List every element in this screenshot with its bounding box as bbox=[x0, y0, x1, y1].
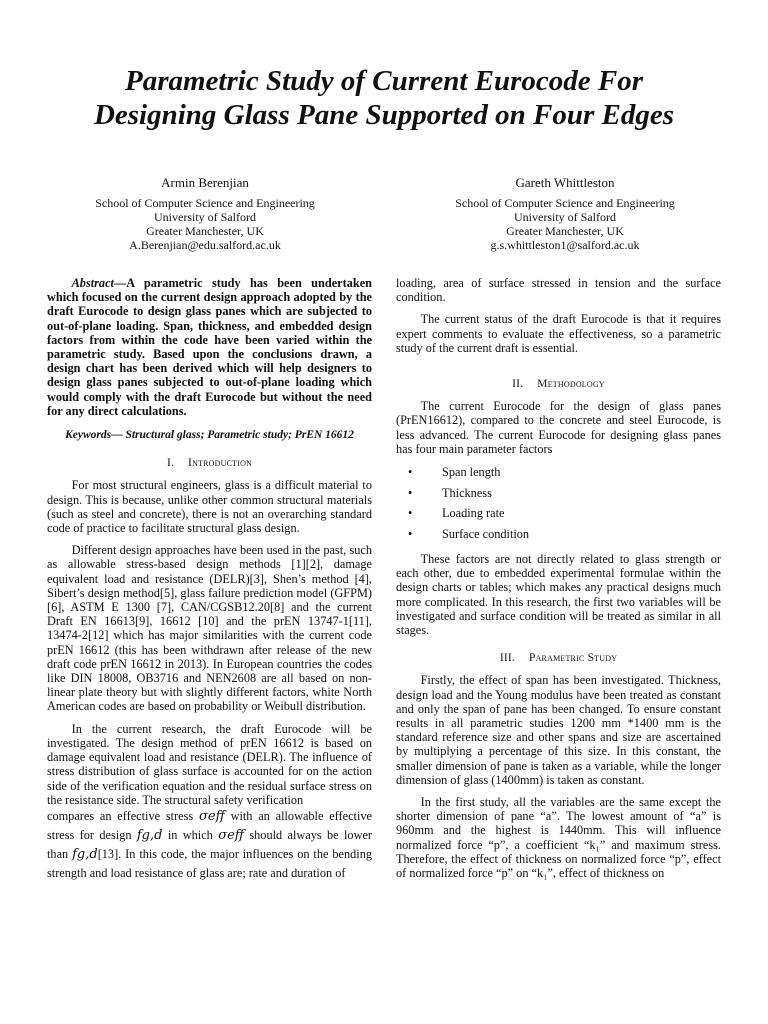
author-university: University of Salford bbox=[154, 210, 256, 224]
paragraph: These factors are not directly related to glass strength or each other, due to embedded experimental formulae within the design charts or tables; which makes any practical designs much more complicated. In this research, the first two variables will be investigated and surface condition will be treated as similar in all stages. bbox=[396, 552, 721, 638]
author-block-1 bbox=[40, 176, 370, 252]
author-location: Greater Manchester, UK bbox=[146, 224, 264, 238]
abstract-text: —A parametric study has been undertaken which focused on the current design approach adopted by the draft Eurocode to design glass panes which are subjected to out-of-plane loading. Span, thickness, and embedded design factors from within the code have been varied within the parametric study. Based upon the conclusions drawn, a design chart has been derived which will help designers to design glass panes subjected to out-of-plane loading which would comply with the draft Eurocode but without the need for any direct calculations. bbox=[47, 276, 372, 418]
author-name: Gareth Whittleston bbox=[515, 175, 615, 190]
paragraph: Firstly, the effect of span has been investigated. Thickness, design load and the Young modulus have been treated as constant and only the span of pane has been changed. To ensure constant results in all parametric studies 1200 mm *1400 mm is the standard reference size and other spans and size are ascertained by multiplying a percentage of this size. In this constant, the smaller dimension of pane is taken as a variable, while the longer dimension of glass (1400mm) is taken as constant. bbox=[396, 673, 721, 787]
text-run: [13]. In this code, the major influences on the bending strength and load resistance of glass are; rate and duration of bbox=[47, 846, 372, 880]
list-item bbox=[396, 483, 721, 504]
paragraph-with-symbols bbox=[47, 807, 372, 883]
list-item-label: Span length bbox=[442, 465, 501, 480]
list-item bbox=[396, 462, 721, 483]
author-affiliation: School of Computer Science and Engineering bbox=[455, 196, 675, 210]
paragraph: In the first study, all the variables are the same except the shorter dimension of pane “a”. The lowest amount of “a” is 960mm and the highest is 1440mm. This will influence normalized force “p”, a coefficient “k₁” and maximum stress. Therefore, the effect of thickness on normalized force “p”, effect of normalized force “p” on “k₁”, effect of thickness on bbox=[396, 795, 721, 881]
right-column bbox=[396, 276, 721, 888]
list-item bbox=[396, 503, 721, 524]
symbol-fgd: fg,d bbox=[136, 827, 163, 843]
list-item-label: Thickness bbox=[442, 485, 492, 500]
list-item bbox=[396, 524, 721, 545]
list-item-label: Loading rate bbox=[442, 506, 505, 521]
keywords: Keywords— Structural glass; Parametric study; PrEN 16612 bbox=[65, 429, 354, 442]
symbol-sigma-eff: σeff bbox=[218, 827, 244, 843]
text-run: compares an effective stress bbox=[47, 808, 194, 823]
title-line-2: Designing Glass Pane Supported on Four Edges bbox=[93, 99, 675, 131]
paragraph: For most structural engineers, glass is a difficult material to design. This is because, unlike other common structural materials (such as steel and concrete), there is not an overarching standard code of practice to facilitate structural glass design. bbox=[47, 478, 372, 536]
title-line-1: Parametric Study of Current Eurocode For bbox=[124, 65, 644, 97]
section-number: II. bbox=[512, 378, 524, 391]
section-title: Introduction bbox=[188, 457, 253, 470]
paragraph: Different design approaches have been used in the past, such as allowable stress-based design methods [1][2], damage equivalent load and resistance (DELR)[3], Shen’s method [4], Sibert’s design method[5], glass failure prediction model (GFPM)[6], ASTM E 1300 [7], CAN/CGSB12.20[8] and the current Draft EN 16613[9], 16612 [10] and the prEN 13747-1[11], 13474-2[12] which has major similarities with the current code prEN 16612 (this has been withdrawn after release of the new draft code prEN 16612 in 2013). In European countries the codes like DIN 18008, OB3716 and NEN2608 are all based on non-linear plate theory but with slightly different factors, white North American codes are based on probability or Weibull distribution. bbox=[47, 543, 372, 714]
text-run: should always be lower than bbox=[47, 827, 373, 861]
section-heading-introduction bbox=[47, 456, 372, 470]
paper-title bbox=[40, 64, 728, 132]
section-heading-parametric-study bbox=[396, 651, 721, 665]
list-item-label: Surface condition bbox=[442, 526, 530, 541]
section-number: I. bbox=[166, 457, 175, 470]
author-name: Armin Berenjian bbox=[161, 175, 249, 190]
paragraph: loading, area of surface stressed in tension and the surface condition. bbox=[396, 276, 721, 305]
factor-list bbox=[396, 462, 721, 544]
author-location: Greater Manchester, UK bbox=[506, 224, 624, 238]
bullet: • bbox=[408, 506, 413, 521]
paragraph: The current Eurocode for the design of glass panes (PrEN16612), compared to the concrete and steel Eurocode, is less advanced. The current Eurocode for designing glass panes has four main parameter factors bbox=[396, 399, 721, 456]
bullet: • bbox=[408, 465, 413, 480]
author-affiliation: School of Computer Science and Engineering bbox=[95, 196, 315, 210]
bullet: • bbox=[408, 485, 413, 500]
symbol-sigma-eff: σeff bbox=[199, 808, 225, 824]
text-run: in which bbox=[167, 827, 213, 842]
symbol-fgd: fg,d bbox=[72, 846, 98, 862]
text-run: with an allowable effective stress for design bbox=[47, 808, 372, 842]
left-column bbox=[47, 276, 372, 891]
author-email: A.Berenjian@edu.salford.ac.uk bbox=[129, 238, 281, 252]
author-block-2 bbox=[400, 176, 730, 252]
section-number: III. bbox=[499, 652, 515, 665]
bullet: • bbox=[408, 526, 413, 541]
paragraph: The current status of the draft Eurocode is that it requires expert comments to evaluate the effectiveness, so a parametric study of the current draft is essential. bbox=[396, 312, 721, 355]
author-email: g.s.whittleston1@salford.ac.uk bbox=[490, 238, 640, 252]
abstract bbox=[47, 276, 372, 418]
author-university: University of Salford bbox=[514, 210, 616, 224]
section-title: Methodology bbox=[537, 378, 605, 391]
section-heading-methodology bbox=[396, 377, 721, 391]
abstract-label: Abstract bbox=[71, 276, 114, 290]
paragraph: In the current research, the draft Eurocode will be investigated. The design method of prEN 16612 is based on damage equivalent load and resistance (DELR). The influence of stress distribution of glass surface is accounted for on the action side of the verification equation and the residual surface stress on the resistance side. The structural safety verification bbox=[47, 721, 372, 807]
section-title: Parametric Study bbox=[528, 652, 618, 665]
